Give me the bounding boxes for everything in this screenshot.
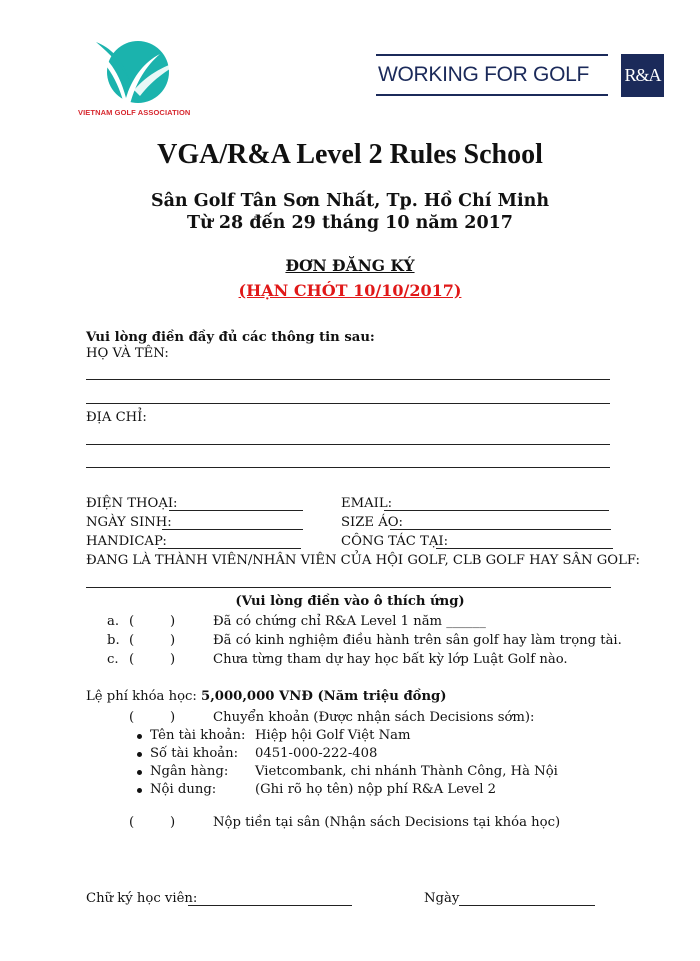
vga-logo-text: VIETNAM GOLF ASSOCIATION: [78, 108, 191, 117]
transfer-checkbox[interactable]: (: [129, 710, 135, 725]
handicap-label: HANDICAP:: [86, 534, 167, 549]
vga-swoosh-icon: [74, 38, 196, 108]
fee-label: Lệ phí khóa học:: [86, 689, 202, 704]
bullet-icon: [137, 770, 142, 775]
ra-logo: R&A: [621, 54, 664, 97]
page-title: VGA/R&A Level 2 Rules School: [157, 139, 543, 170]
bank-label: Tên tài khoản:: [150, 728, 246, 743]
onsite-text: Nộp tiền tại sân (Nhận sách Decisions tại khóa học): [213, 815, 561, 830]
option-letter: b.: [107, 633, 120, 648]
email-field[interactable]: [384, 510, 609, 511]
size-label: SIZE ÁO:: [341, 515, 404, 530]
workplace-label: CÔNG TÁC TẠI:: [341, 534, 449, 549]
date-label: Ngày: [424, 891, 460, 906]
bank-label: Số tài khoản:: [150, 746, 239, 761]
dates: Từ 28 đến 29 tháng 10 năm 2017: [187, 213, 513, 233]
date-field[interactable]: [459, 905, 595, 906]
bank-label: Ngân hàng:: [150, 764, 229, 779]
workplace-field[interactable]: [436, 548, 613, 549]
option-text: Đã có kinh nghiệm điều hành trên sân golf hay làm trọng tài.: [213, 633, 622, 648]
handicap-field[interactable]: [158, 548, 301, 549]
bank-label: Nội dung:: [150, 782, 217, 797]
onsite-checkbox[interactable]: (: [129, 815, 135, 830]
fee-amount: 5,000,000 VNĐ (Năm triệu đồng): [201, 689, 447, 704]
dob-field[interactable]: [162, 529, 303, 530]
address-line-2[interactable]: [86, 467, 610, 468]
option-text: Đã có chứng chỉ R&A Level 1 năm ______: [213, 614, 486, 629]
bullet-icon: [137, 752, 142, 757]
option-b-checkbox[interactable]: (: [129, 633, 135, 648]
bullet-icon: [137, 788, 142, 793]
bank-value: 0451-000-222-408: [255, 746, 378, 761]
member-label: ĐANG LÀ THÀNH VIÊN/NHÂN VIÊN CỦA HỘI GOLF, CLB GOLF HAY SÂN GOLF:: [86, 553, 640, 568]
bullet-icon: [137, 734, 142, 739]
working-for-golf-text: WORKING FOR GOLF: [378, 63, 590, 86]
email-label: EMAIL:: [341, 496, 393, 511]
fee-line: [86, 689, 447, 704]
phone-field[interactable]: [169, 510, 303, 511]
signature-field[interactable]: [188, 905, 352, 906]
bank-value: Hiệp hội Golf Việt Nam: [255, 728, 411, 743]
name-label: HỌ VÀ TÊN:: [86, 346, 169, 361]
option-a-checkbox[interactable]: (: [129, 614, 135, 629]
bank-value: Vietcombank, chi nhánh Thành Công, Hà Nội: [255, 764, 558, 779]
name-line-1[interactable]: [86, 379, 610, 380]
option-letter: a.: [107, 614, 120, 629]
size-field[interactable]: [390, 529, 611, 530]
address-label: ĐỊA CHỈ:: [86, 410, 147, 425]
option-letter: c.: [107, 652, 119, 667]
dob-label: NGÀY SINH:: [86, 515, 172, 530]
transfer-text: Chuyển khoản (Được nhận sách Decisions sớm):: [213, 710, 535, 725]
tick-instruction: (Vui lòng điền vào ô thích ứng): [235, 594, 465, 609]
option-text: Chưa từng tham dự hay học bất kỳ lớp Luật Golf nào.: [213, 652, 568, 667]
venue: Sân Golf Tân Sơn Nhất, Tp. Hồ Chí Minh: [150, 191, 550, 211]
deadline: (HẠN CHÓT 10/10/2017): [238, 281, 462, 300]
instruction: Vui lòng điền đầy đủ các thông tin sau:: [86, 330, 375, 345]
vga-logo: [74, 38, 196, 120]
working-for-golf-logo: [376, 54, 608, 96]
member-field[interactable]: [86, 587, 611, 588]
signature-label: Chữ ký học viên:: [86, 891, 198, 906]
phone-label: ĐIỆN THOẠI:: [86, 496, 178, 511]
option-c-checkbox[interactable]: (: [129, 652, 135, 667]
name-line-2[interactable]: [86, 403, 610, 404]
address-line-1[interactable]: [86, 444, 610, 445]
bank-value: (Ghi rõ họ tên) nộp phí R&A Level 2: [255, 782, 496, 797]
form-title: ĐƠN ĐĂNG KÝ: [285, 256, 415, 275]
